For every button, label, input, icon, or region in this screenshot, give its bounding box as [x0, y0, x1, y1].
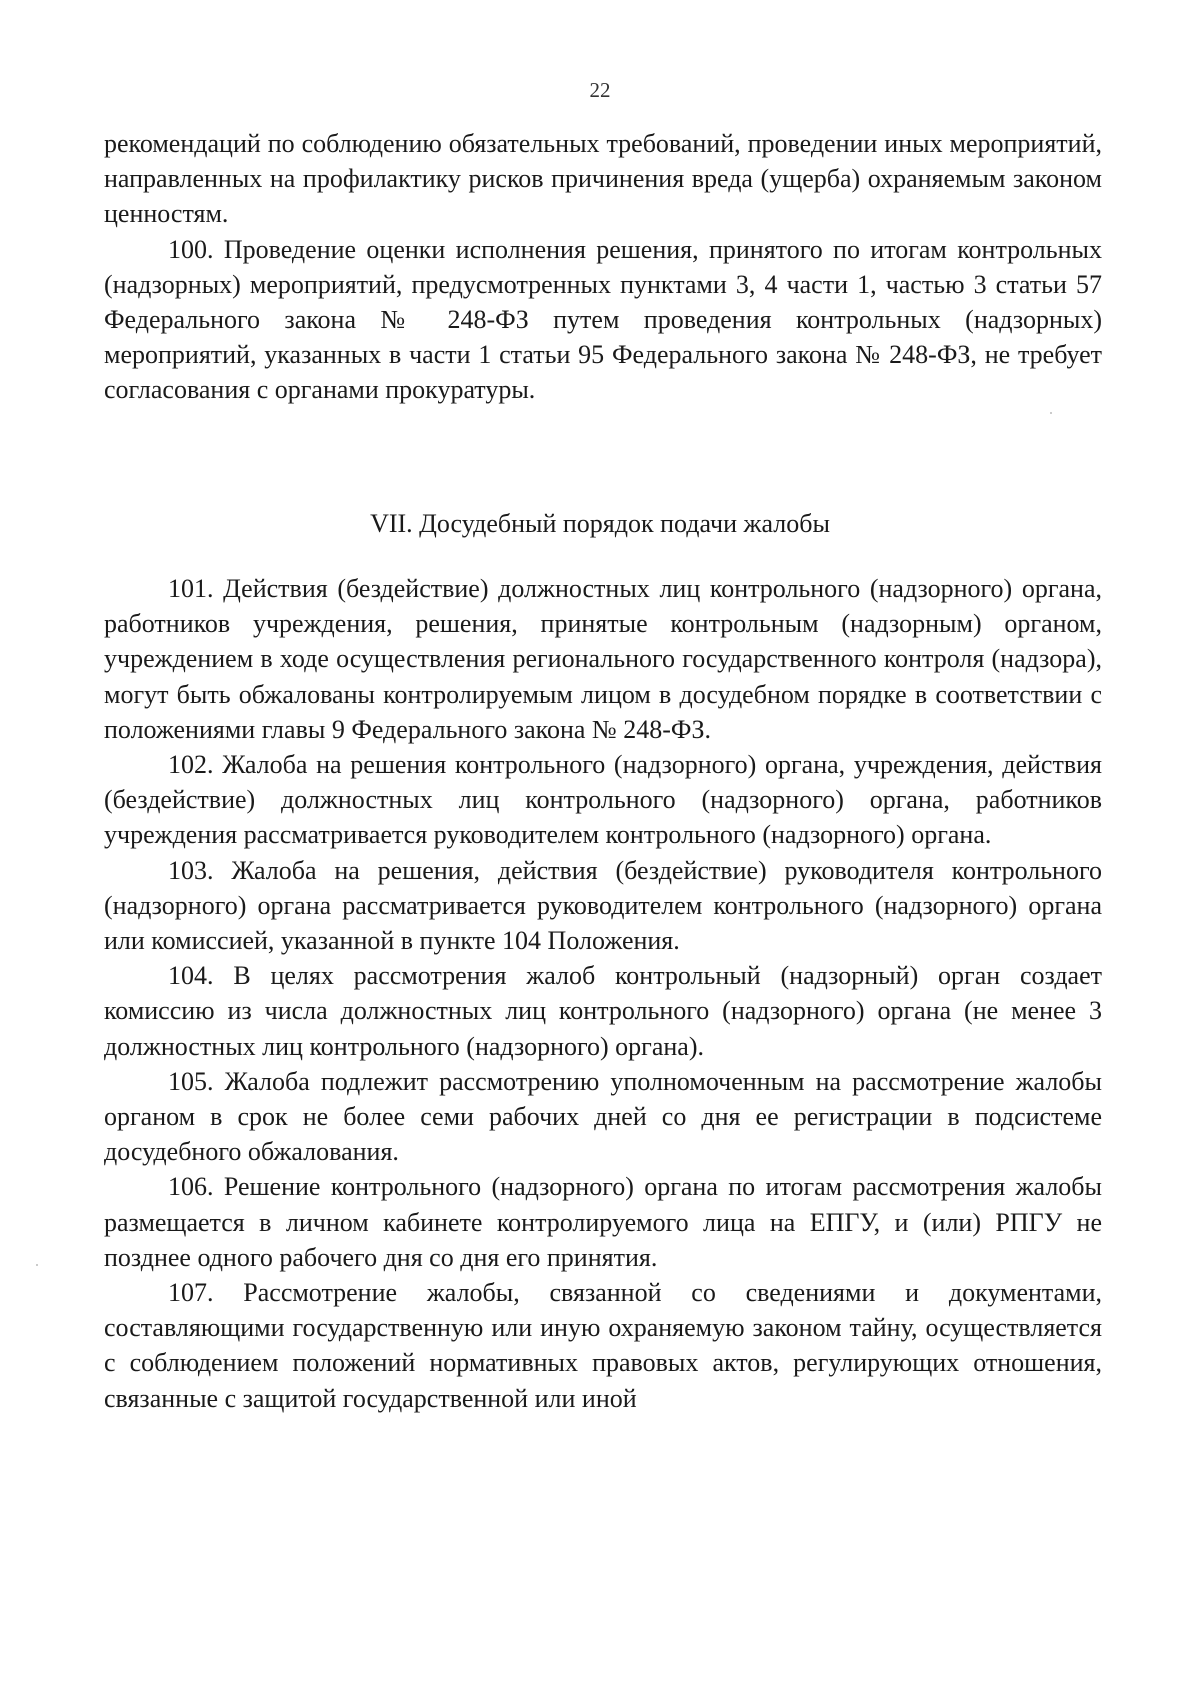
- top-text-block: [104, 126, 1102, 408]
- paragraph-106: 106. Решение контрольного (надзорного) органа по итогам рассмотрения жалобы размещается в личном кабинете контролируемого лица на ЕПГУ, и (или) РПГУ не позднее одного рабочего дня со дня его принятия.: [104, 1172, 1102, 1272]
- paragraph-100: 100. Проведение оценки исполнения решения, принятого по итогам контрольных (надзорных) мероприятий, предусмотренных пунктами 3, 4 части 1, частью 3 статьи 57 Федерального закона № 248-ФЗ путем проведения контрольных (надзорных) мероприятий, указанных в части 1 статьи 95 Федерального закона № 248-ФЗ, не требует согласования с органами прокуратуры.: [104, 234, 1102, 405]
- paragraph-104: 104. В целях рассмотрения жалоб контрольный (надзорный) орган создает комиссию из числа должностных лиц контрольного (надзорного) органа (не менее 3 должностных лиц контрольного (надзорного) органа).: [104, 961, 1102, 1061]
- paragraph-105: 105. Жалоба подлежит рассмотрению уполномоченным на рассмотрение жалобы органом в срок не более семи рабочих дней со дня ее регистрации в подсистеме досудебного обжалования.: [104, 1066, 1102, 1167]
- scan-speck: [1050, 412, 1052, 414]
- section-heading: VII. Досудебный порядок подачи жалобы: [370, 509, 830, 538]
- scan-speck: [36, 1264, 38, 1266]
- paragraph-103: 103. Жалоба на решения, действия (бездействие) руководителя контрольного (надзорного) органа рассматривается руководителем контрольного (надзорного) органа или комиссией, указанной в пункте 104 Положения.: [104, 855, 1102, 956]
- paragraph-107: 107. Рассмотрение жалобы, связанной со сведениями и документами, составляющими государственную или иную охраняемую законом тайну, осуществляется с соблюдением положений нормативных правовых актов, регулирующих отношения, связанные с защитой государственной или иной: [104, 1278, 1102, 1413]
- page-number: 22: [589, 78, 611, 102]
- paragraph-continuation: рекомендаций по соблюдению обязательных требований, проведении иных мероприятий, направленных на профилактику рисков причинения вреда (ущерба) охраняемым законом ценностям.: [104, 129, 1102, 229]
- paragraph-102: 102. Жалоба на решения контрольного (надзорного) органа, учреждения, действия (бездействие) должностных лиц контрольного (надзорного) органа, работников учреждения рассматривается руководителем контрольного (надзорного) органа.: [104, 750, 1102, 850]
- section-body: [104, 571, 1102, 1416]
- paragraph-101: 101. Действия (бездействие) должностных лиц контрольного (надзорного) органа, работников учреждения, решения, принятые контрольным (надзорным) органом, учреждением в ходе осуществления регионального государственного контроля (надзора), могут быть обжалованы контролируемым лицом в досудебном порядке в соответствии с положениями главы 9 Федерального закона № 248-ФЗ.: [104, 574, 1102, 744]
